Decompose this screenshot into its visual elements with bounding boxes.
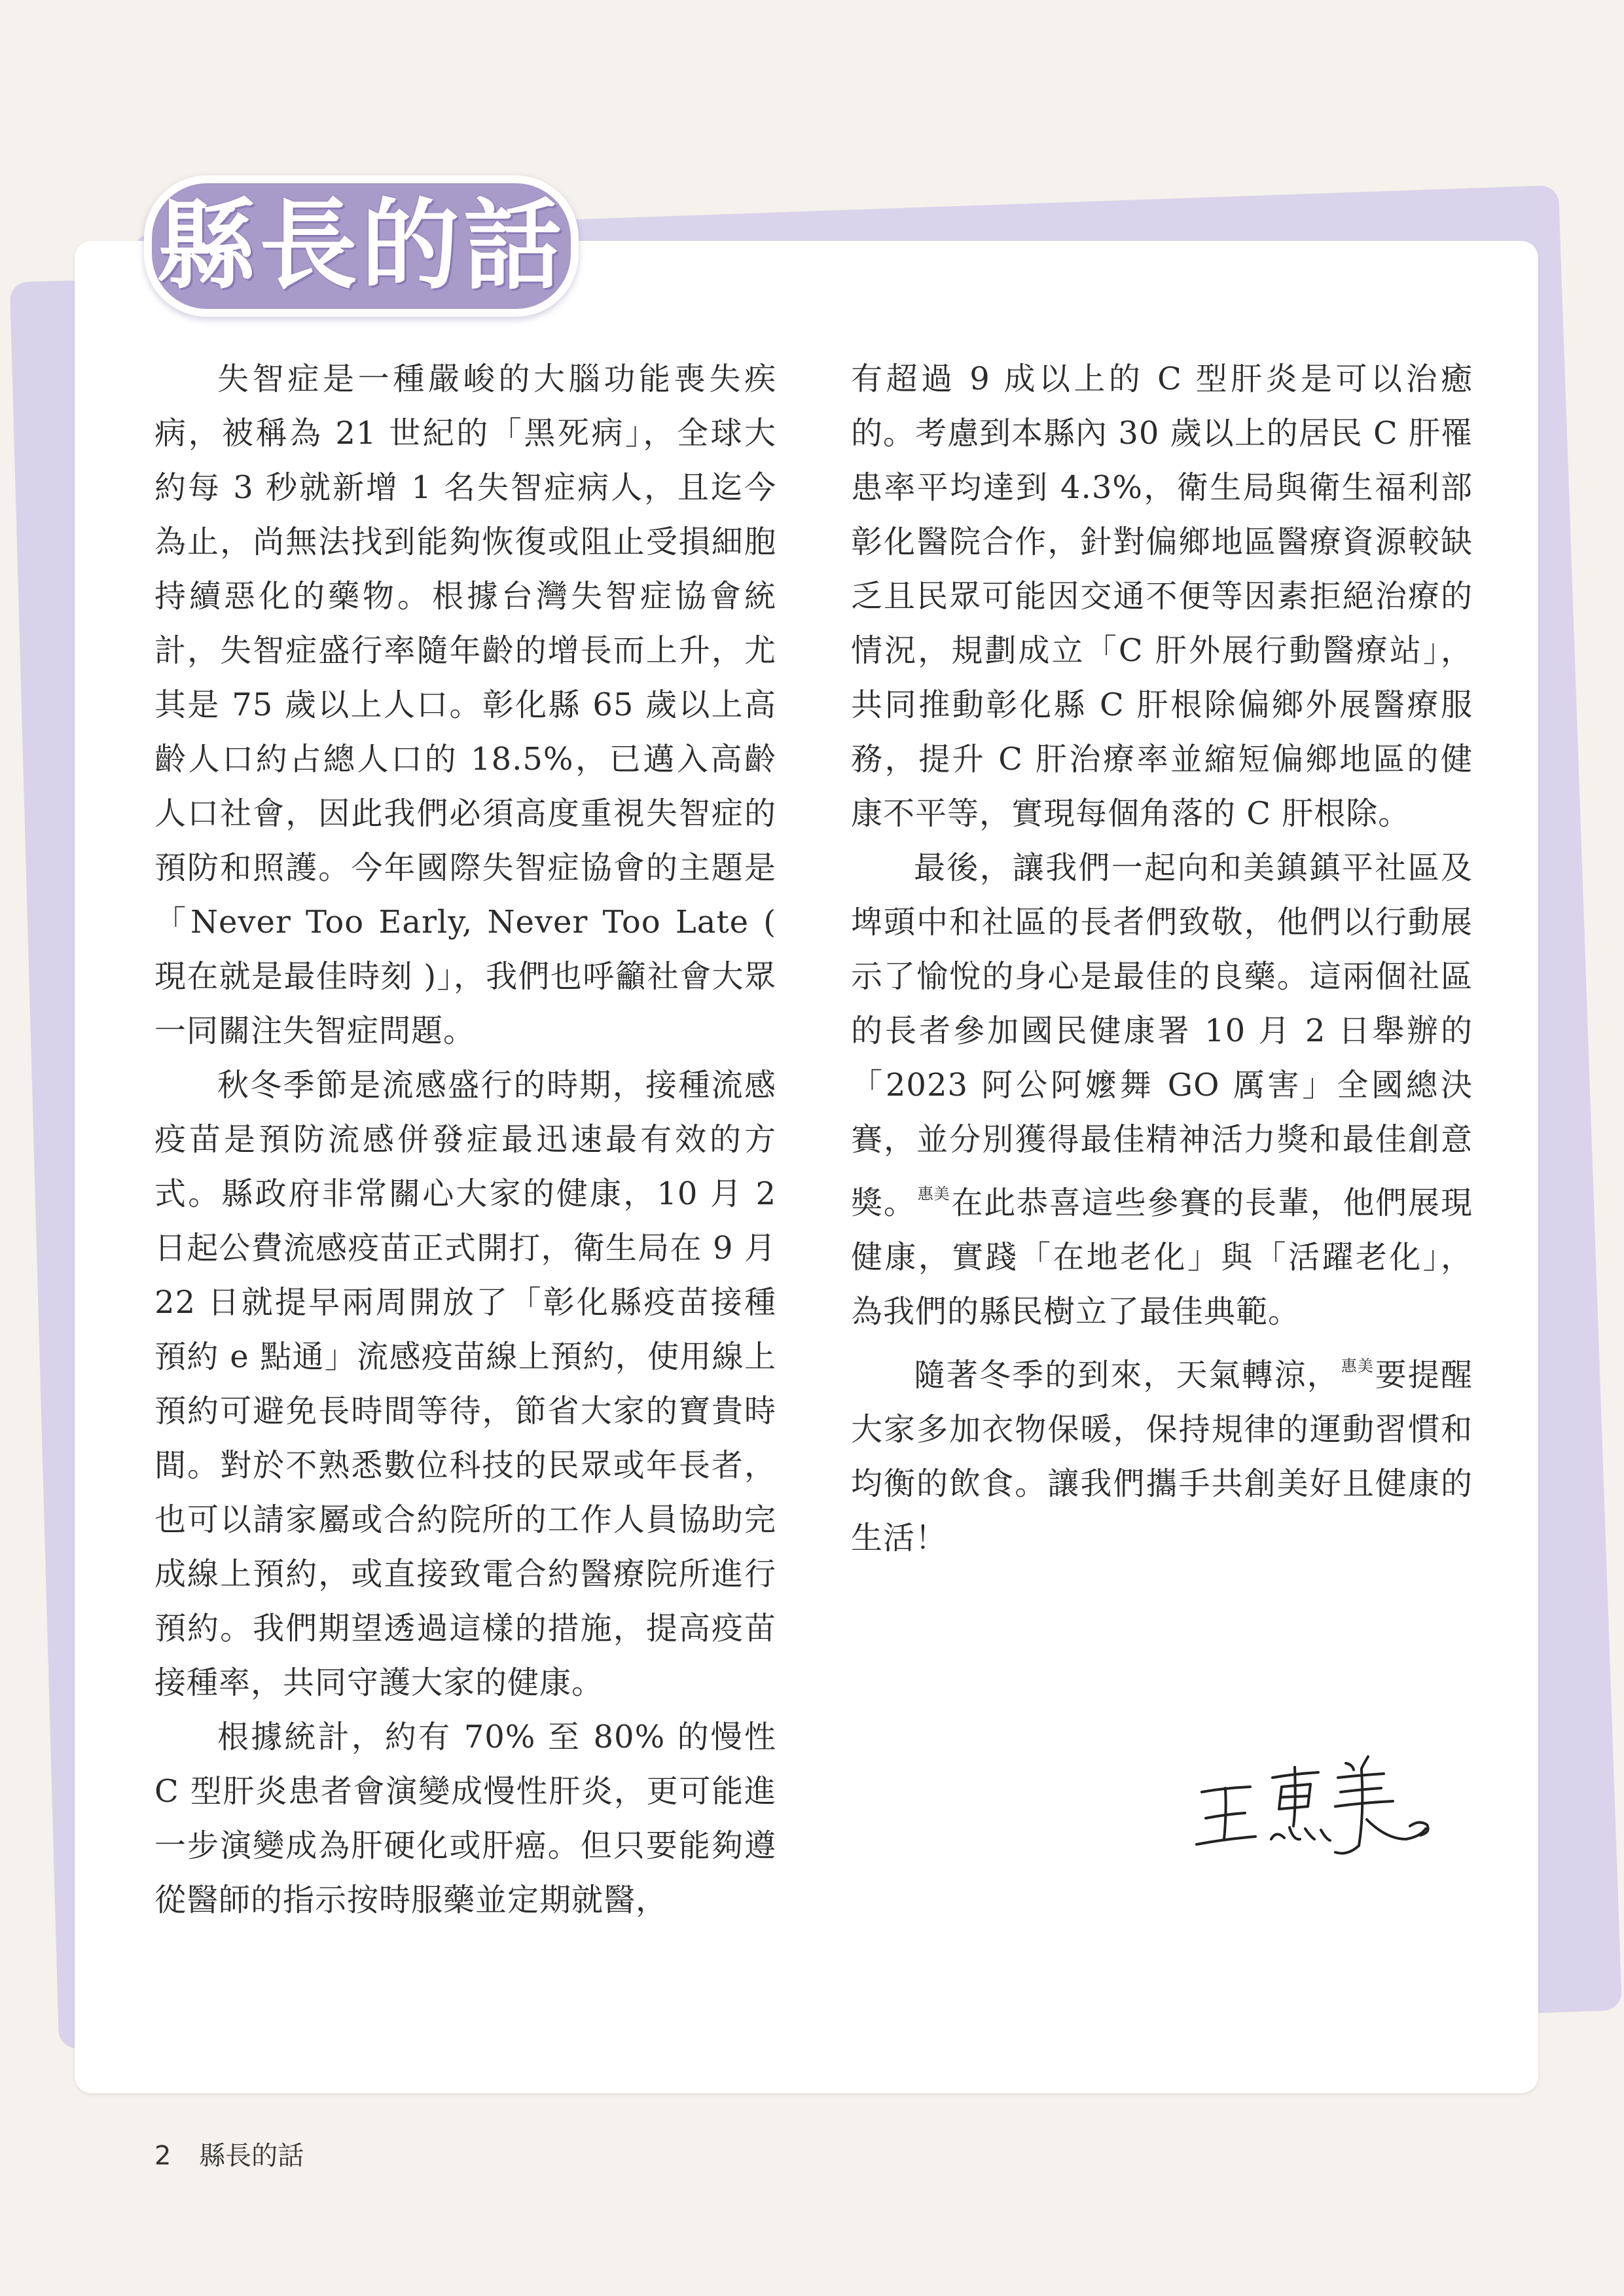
paragraph-dementia: 失智症是一種嚴峻的大腦功能喪失疾病，被稱為 21 世紀的「黑死病」，全球大約每 3 秒就新增 1 名失智症病人，且迄今為止，尚無法找到能夠恢復或阻止受損細胞持續惡化的藥物。根據台灣失智症協會統計，失智症盛行率隨年齡的增長而上升，尤其是 75 歲以上人口。彰化縣 65 歲以上高齡人口約占總人口的 18.5%，已邁入高齡人口社會，因此我們必須高度重視失智症的預防和照護。今年國際失智症協會的主題是「Never Too Early, Never Too Late ( 現在就是最佳時刻 )」，我們也呼籲社會大眾一同關注失智症問題。 xyxy=(154,361,776,1049)
elders-tribute-text-a: 最後，讓我們一起向和美鎮鎮平社區及埤頭中和社區的長者們致敬，他們以行動展示了愉悅的身心是最佳的良藥。這兩個社區的長者參加國民健康署 10 月 2 日舉辦的「2023 阿公阿嬤舞 GO 厲害」全國總決賽，並分別獲得最佳精神活力獎和最佳創意獎。 xyxy=(851,850,1473,1221)
winter-care-text-a: 隨著冬季的到來，天氣轉涼， xyxy=(914,1357,1340,1393)
section-label: 縣長的話 xyxy=(199,2141,304,2171)
paragraph-elders-tribute xyxy=(851,841,1473,1339)
page-title: 縣長的話 xyxy=(156,189,566,303)
name-superscript: 惠美 xyxy=(917,1185,950,1203)
elders-tribute-text-b: 在此恭喜這些參賽的長輩，他們展現健康，實踐「在地老化」與「活躍老化」，為我們的縣民樹立了最佳典範。 xyxy=(851,1185,1473,1330)
handwritten-signature xyxy=(1190,1741,1445,1885)
paragraph-winter-care xyxy=(851,1339,1473,1566)
paragraph-flu-vaccine: 秋冬季節是流感盛行的時期，接種流感疫苗是預防流感併發症最迅速最有效的方式。縣政府非常關心大家的健康，10 月 2 日起公費流感疫苗正式開打，衛生局在 9 月 22 日就提早兩周開放了「彰化縣疫苗接種預約 e 點通」流感疫苗線上預約，使用線上預約可避免長時間等待，節省大家的寶貴時間。對於不熟悉數位科技的民眾或年長者，也可以請家屬或合約院所的工作人員協助完成線上預約，或直接致電合約醫療院所進行預約。我們期望透過這樣的措施，提高疫苗接種率，共同守護大家的健康。 xyxy=(154,1067,776,1701)
paragraph-hepatitis-c: 根據統計，約有 70% 至 80% 的慢性 C 型肝炎患者會演變成慢性肝炎，更可能進一步演變成為肝硬化或肝癌。但只要能夠遵從醫師的指示按時服藥並定期就醫， xyxy=(154,1719,776,1918)
page-number: 2 xyxy=(154,2141,171,2171)
paragraph-hepatitis-c-continued: 有超過 9 成以上的 C 型肝炎是可以治癒的。考慮到本縣內 30 歲以上的居民 C 肝罹患率平均達到 4.3%，衛生局與衛生福利部彰化醫院合作，針對偏鄉地區醫療資源較缺乏且民眾可能因交通不便等因素拒絕治療的情況，規劃成立「C 肝外展行動醫療站」，共同推動彰化縣 C 肝根除偏鄉外展醫療服務，提升 C 肝治療率並縮短偏鄉地區的健康不平等，實現每個角落的 C 肝根除。 xyxy=(851,361,1473,832)
page-footer xyxy=(154,2135,304,2172)
left-column xyxy=(154,352,776,1928)
name-superscript: 惠美 xyxy=(1341,1357,1374,1375)
right-column xyxy=(851,352,1473,1566)
title-badge xyxy=(144,175,579,317)
winter-care-text-b: 要提醒大家多加衣物保暖，保持規律的運動習慣和均衡的飲食。讓我們攜手共創美好且健康的生活！ xyxy=(851,1357,1473,1556)
